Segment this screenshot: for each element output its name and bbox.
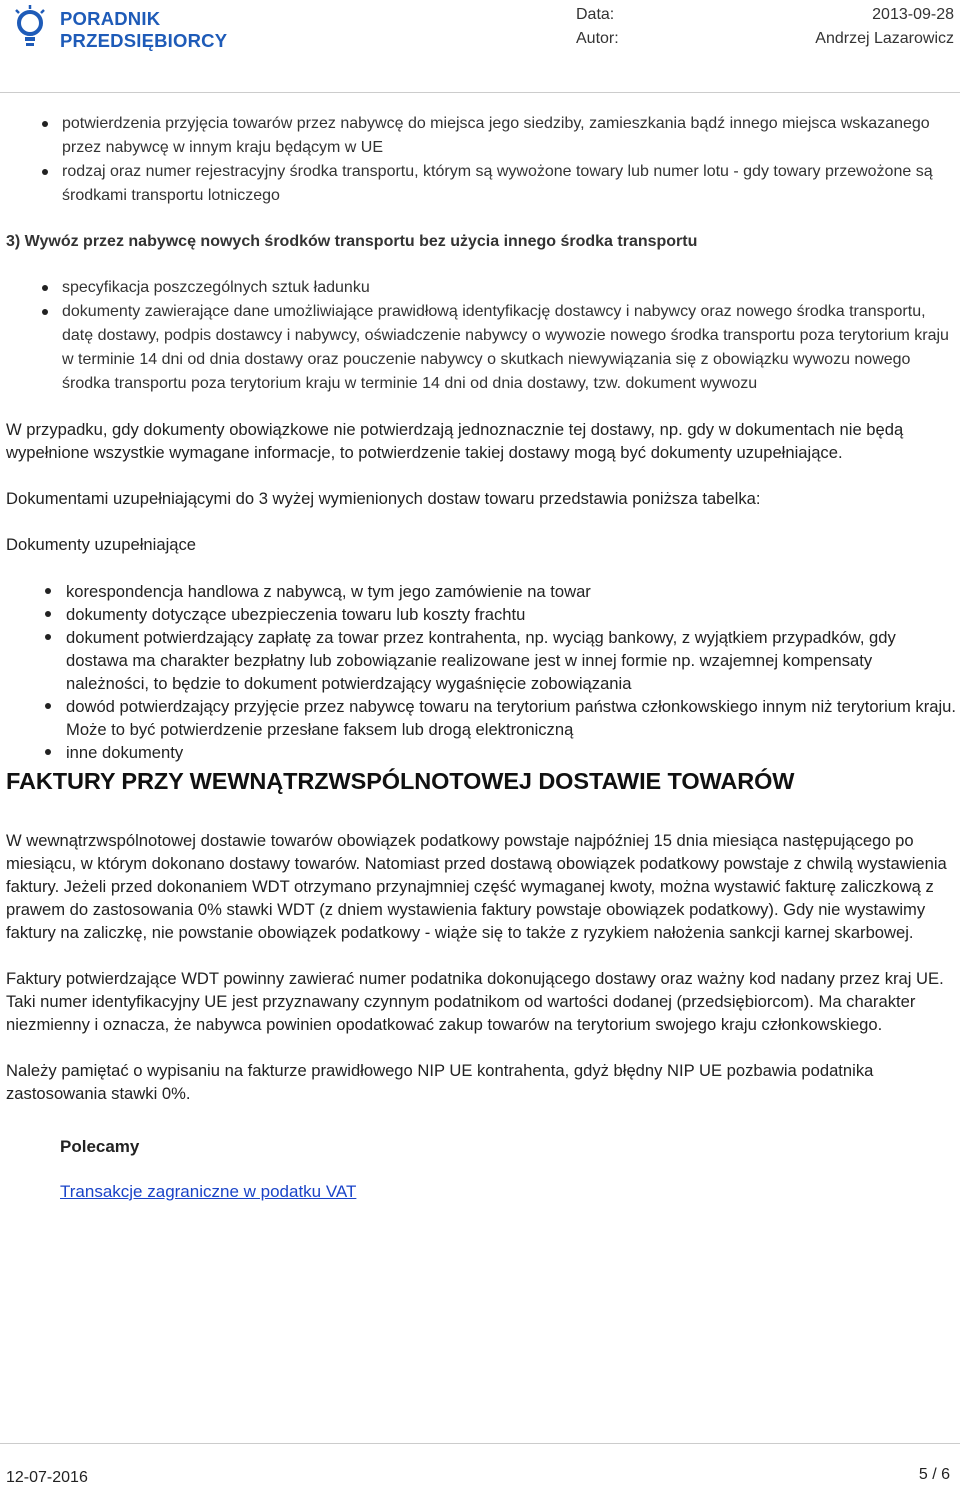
article-body — [6, 112, 956, 1204]
paragraph-invoice-requirements: Faktury potwierdzające WDT powinny zawierać numer podatnika dokonującego dostawy oraz ważny kod nadany przez kraj UE. Taki numer identyfikacyjny UE jest przyznawany czynnym podatnikom od wartości dodanej (przedsiębiorcom). Ma charakter niezmienny i oznacza, że nabywca powinien opodatkować zakup towarów na terytorium swojego kraju członkowskiego. — [6, 969, 944, 1034]
paragraph-incomplete-docs: W przypadku, gdy dokumenty obowiązkowe nie potwierdzają jednoznacznie tej dostawy, np. gdy w dokumentach nie będą wypełnione wszystkie wymagane informacje, to potwierdzenie takiej dostawy mogą być dokumenty uzupełniające. — [6, 420, 904, 462]
page-number: 5 / 6 — [918, 1466, 950, 1483]
recommended-label: Polecamy — [60, 1137, 140, 1156]
supplementary-documents-list — [6, 580, 956, 764]
list-item: dokument potwierdzający zapłatę za towar przez kontrahenta, np. wyciąg bankowy, z wyjątkiem przypadków, gdy dostawa ma charakter bezpłatny lub zobowiązanie realizowane jest w innej formie np. wzajemnej kompensaty należności, to będzie to dokument potwierdzający wygaśnięcie zobowiązania — [66, 626, 956, 695]
list-item: dowód potwierdzający przyjęcie przez nabywcę towaru na terytorium państwa członkowskiego innym niż terytorium kraju. Może to być potwierdzenie przesłane faksem lub drogą elektroniczną — [66, 697, 956, 739]
paragraph-table-intro: Dokumentami uzupełniającymi do 3 wyżej wymienionych dostaw towaru przedstawia poniższa tabelka: — [6, 489, 761, 508]
list-item: dokumenty zawierające dane umożliwiające prawidłową identyfikację dostawcy i nabywcy oraz nowego środka transportu, datę dostawy, podpis dostawcy i nabywcy, oświadczenie nabywcy o wywozie nowego środka transportu poza terytorium kraju w terminie 14 dni od dnia dostawy oraz pouczenie nabywcy o skutkach niewywiązania się z obowiązku wywozu nowego środka transportu poza terytorium kraju w terminie 14 dni od dnia dostawy, tzw. dokument wywozu — [62, 300, 956, 396]
list-item: inne dokumenty — [66, 741, 956, 764]
confirmation-list — [6, 112, 956, 208]
author-value: Andrzej Lazarowicz — [815, 30, 954, 47]
brand-logo[interactable] — [6, 2, 226, 56]
brand-name — [60, 8, 227, 52]
meta-labels — [576, 3, 619, 51]
section-heading: 3) Wywóz przez nabywcę nowych środków transportu bez użycia innego środka transportu — [6, 233, 698, 250]
list-item: specyfikacja poszczególnych sztuk ładunku — [62, 276, 956, 300]
print-date: 12-07-2016 — [6, 1469, 88, 1486]
author-label: Autor: — [576, 30, 619, 47]
date-label: Data: — [576, 6, 615, 23]
invoices-heading: FAKTURY PRZY WEWNĄTRZWSPÓLNOTOWEJ DOSTAWIE TOWARÓW — [6, 768, 795, 794]
list-item: potwierdzenia przyjęcia towarów przez nabywcę do miejsca jego siedziby, zamieszkania bądź innego miejsca wskazanego przez nabywcę w innym kraju będącym w UE — [62, 112, 956, 160]
header-divider — [0, 92, 960, 93]
recommended-link[interactable]: Transakcje zagraniczne w podatku VAT — [60, 1182, 357, 1201]
footer-divider — [0, 1443, 960, 1444]
lightbulb-icon — [10, 4, 50, 54]
date-value: 2013-09-28 — [872, 6, 954, 23]
list-item: dokumenty dotyczące ubezpieczenia towaru lub koszty frachtu — [66, 603, 956, 626]
supplementary-title: Dokumenty uzupełniające — [6, 535, 197, 554]
list-item: rodzaj oraz numer rejestracyjny środka transportu, którym są wywożone towary lub numer lotu - gdy towary przewożone są środkami transportu lotniczego — [62, 160, 956, 208]
brand-line-2: PRZEDSIĘBIORCY — [60, 30, 228, 51]
transport-documents-list — [6, 276, 956, 396]
page-header — [0, 0, 960, 92]
meta-values — [815, 3, 954, 51]
paragraph-nip: Należy pamiętać o wypisaniu na fakturze prawidłowego NIP UE kontrahenta, gdyż błędny NIP UE pozbawia podatnika zastosowania stawki 0%. — [6, 1061, 874, 1103]
paragraph-tax-obligation: W wewnątrzwspólnotowej dostawie towarów obowiązek podatkowy powstaje najpóźniej 15 dnia miesiąca następującego po miesiącu, w którym dokonano dostawy towarów. Natomiast przed dostawą obowiązek podatkowy powstaje z chwilą wystawienia faktury. Jeżeli przed dokonaniem WDT otrzymano przynajmniej część wymaganej kwoty, można wystawić fakturę zaliczkową z prawem do zastosowania 0% stawki WDT (z dniem wystawienia faktury powstaje obowiązek podatkowy). Gdy nie wystawimy faktury na zaliczkę, nie powstanie obowiązek podatkowy - wiąże się to także z ryzykiem nałożenia sankcji karnej skarbowej. — [6, 831, 947, 942]
brand-line-1: PORADNIK — [60, 8, 161, 29]
list-item: korespondencja handlowa z nabywcą, w tym jego zamówienie na towar — [66, 580, 956, 603]
